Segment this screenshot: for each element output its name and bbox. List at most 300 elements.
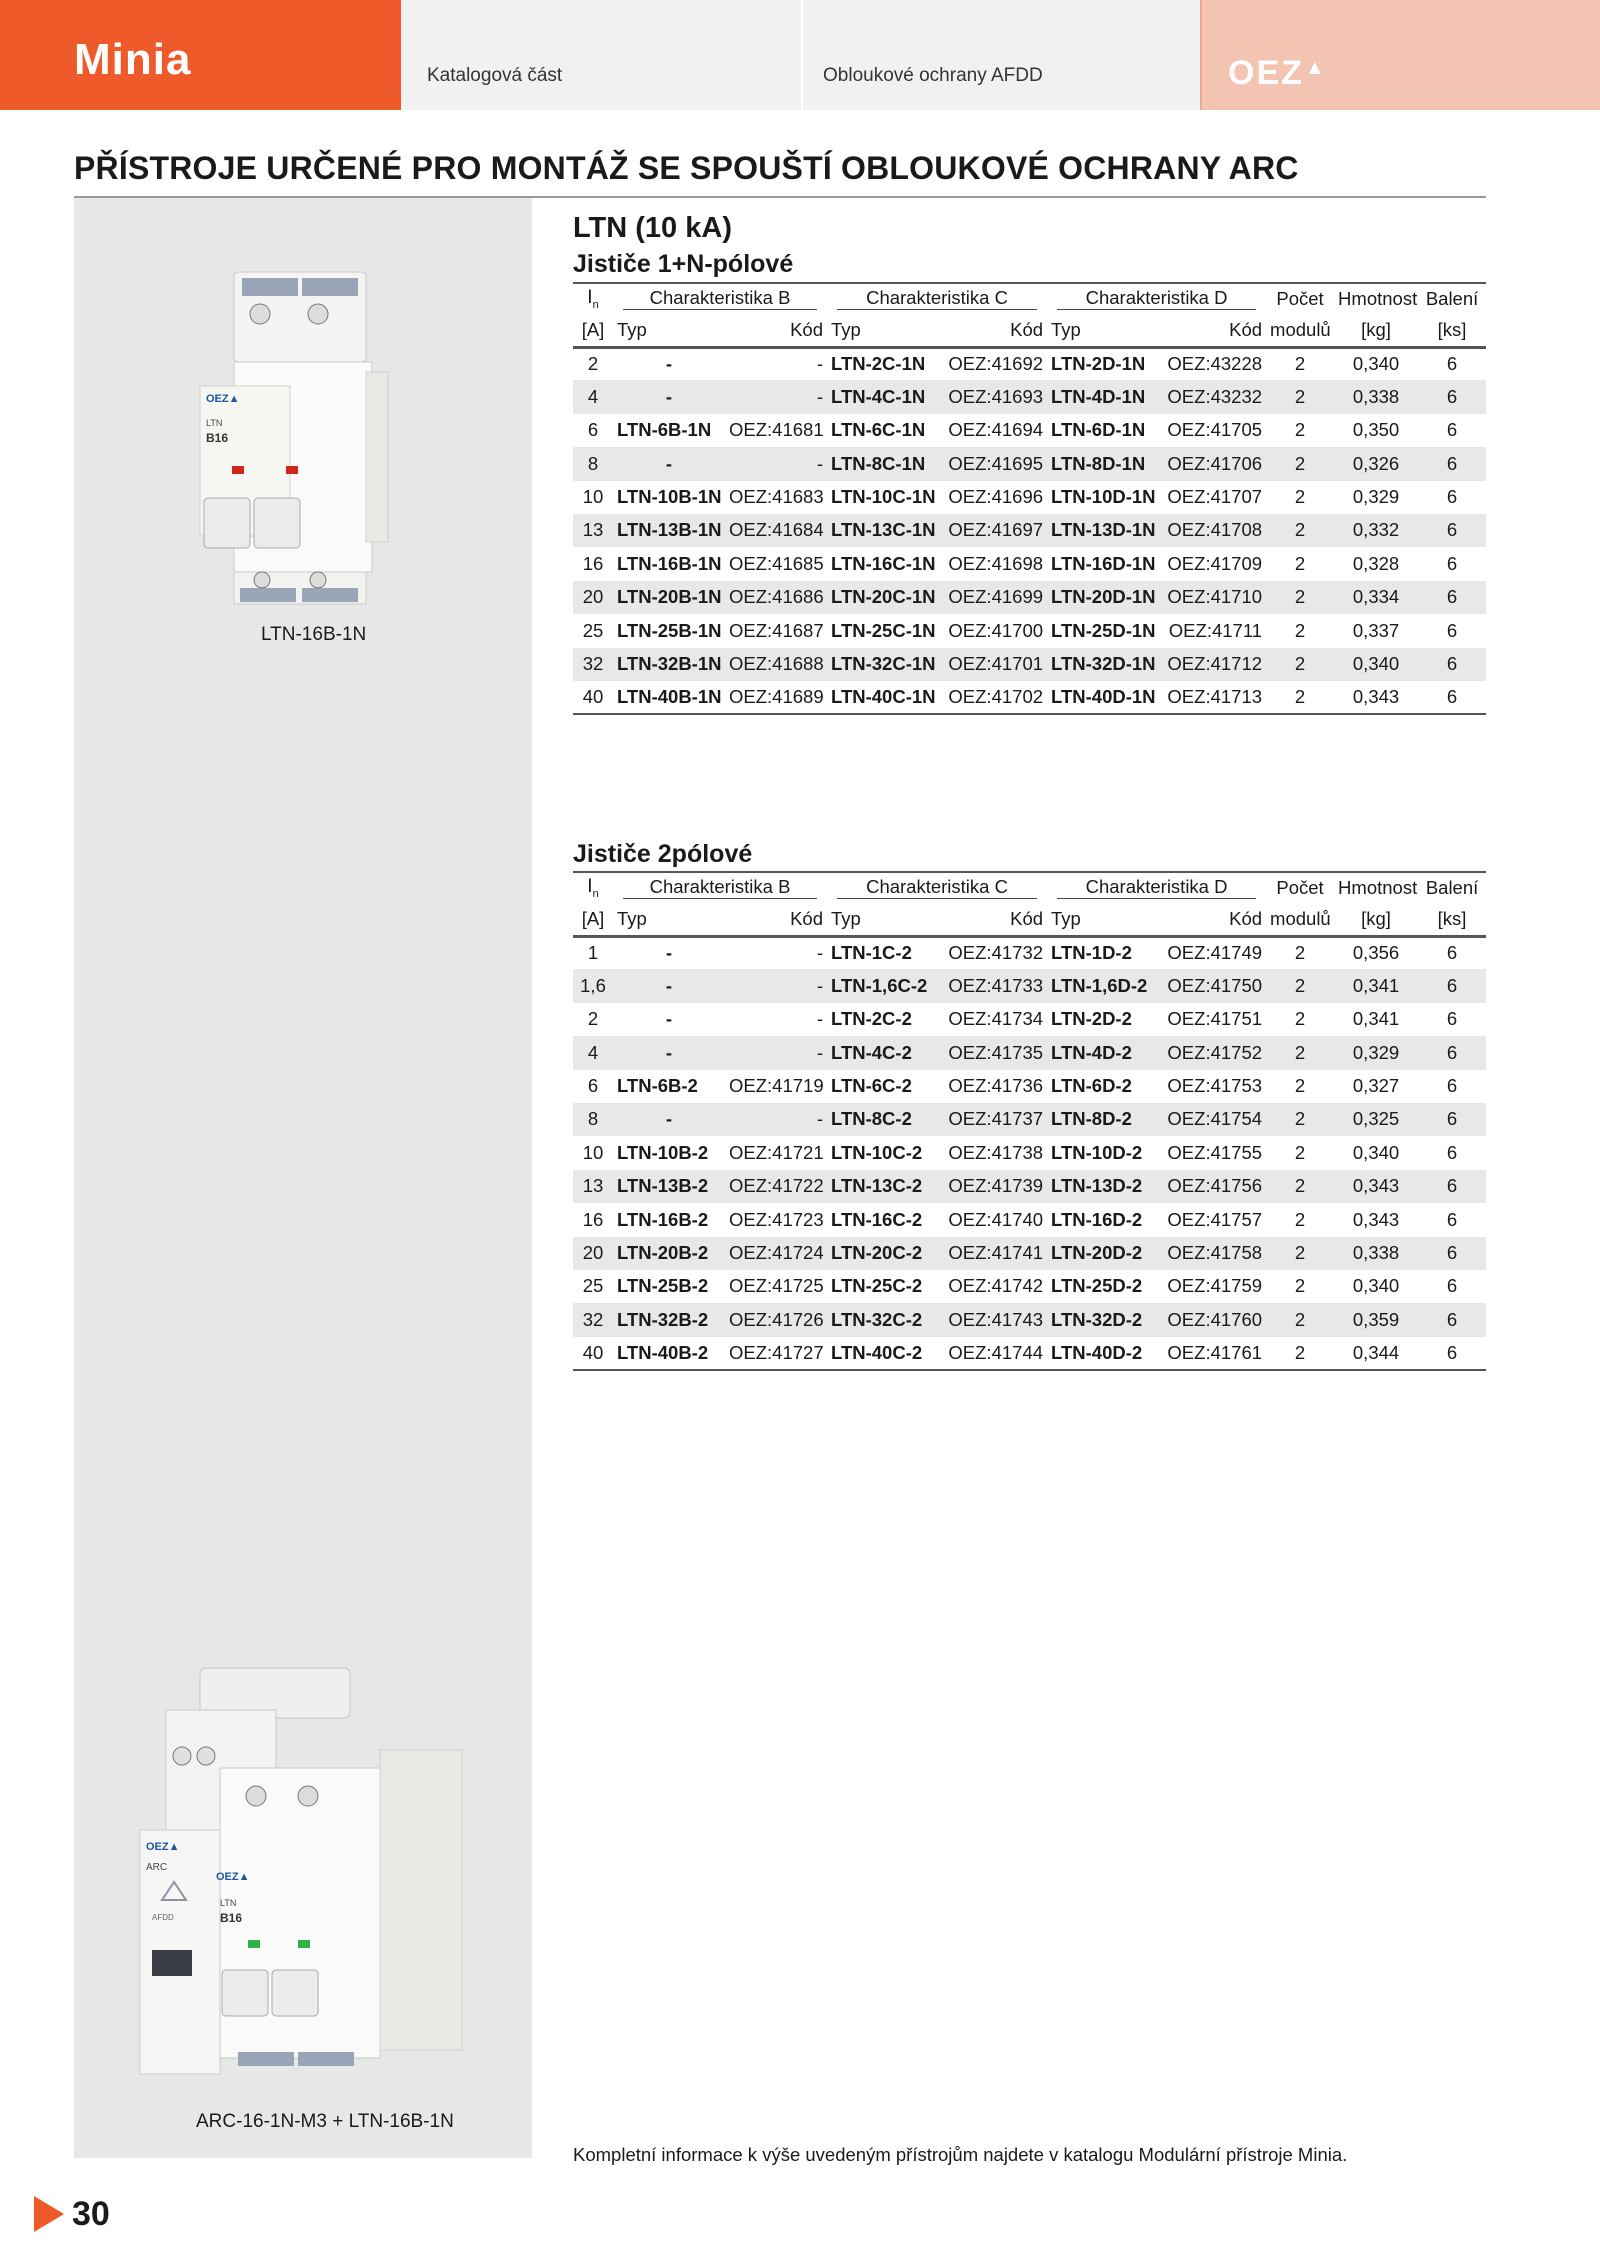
cell-in: 32 [573,648,613,681]
cell-c-kod: OEZ:41701 [939,648,1047,681]
cell-c-kod: OEZ:41736 [948,1075,1044,1096]
table-row [573,1337,1486,1370]
cell-b-kod: OEZ:41686 [725,581,827,614]
table-2-pole [573,871,1486,1371]
cell-c-kod: OEZ:41743 [939,1303,1047,1336]
cell-b-typ: LTN-25B-2 [617,1275,709,1297]
cell-b-kod: OEZ:41722 [725,1170,827,1203]
cell-ks: 6 [1418,1170,1486,1203]
cell-in: 2 [587,1008,599,1030]
cell-b-typ: LTN-32B-1N [613,648,725,681]
cell-b-typ: - [613,969,725,1002]
cell-moduly: 2 [1266,681,1334,714]
cell-b-typ: - [613,447,725,480]
table-row [573,1036,1486,1069]
table-row [573,1003,1486,1036]
table-header-row [573,283,1486,315]
header-char-d: Charakteristika D [1047,283,1266,315]
cell-d-kod: OEZ:41760 [1159,1303,1266,1336]
cell-kg: 0,341 [1334,969,1418,1002]
cell-b-kod: - [816,1008,824,1030]
cell-moduly: 2 [1266,581,1334,614]
cell-b-typ: LTN-6B-2 [617,1075,698,1096]
cell-ks: 6 [1418,969,1486,1002]
cell-d-typ: LTN-20D-2 [1047,1237,1159,1270]
cell-b-kod: OEZ:41727 [725,1337,827,1370]
cell-in: 6 [587,1075,599,1096]
cell-moduly: 2 [1294,486,1306,507]
cell-moduly: 2 [1294,1075,1306,1096]
cell-c-typ: LTN-13C-1N [827,514,939,547]
cell-b-kod: - [816,942,824,964]
cell-c-typ: LTN-8C-2 [827,1103,939,1136]
svg-text:LTN: LTN [220,1898,237,1908]
cell-b-kod: OEZ:41684 [725,514,827,547]
cell-b-kod: OEZ:41688 [725,648,827,681]
header-char-c: Charakteristika C [827,283,1047,315]
cell-in: 13 [573,514,613,547]
cell-c-kod: OEZ:41741 [939,1237,1047,1270]
cell-in: 10 [582,1141,604,1163]
cell-d-typ: LTN-6D-1N [1051,419,1146,441]
cell-c-typ: LTN-16C-1N [831,552,936,574]
cell-c-typ: LTN-20C-2 [827,1237,939,1270]
cell-b-typ: LTN-40B-1N [613,681,725,714]
cell-ks: 6 [1446,1141,1458,1163]
table-row [573,380,1486,413]
cell-c-kod: OEZ:41692 [948,353,1044,375]
header-typ: Typ [613,315,725,347]
cell-c-kod: OEZ:41696 [948,486,1044,507]
cell-d-kod: OEZ:41753 [1167,1075,1263,1096]
table1-title: Jističe 1+N-pólové [573,250,794,278]
cell-in: 2 [587,353,599,375]
cell-ks: 6 [1446,419,1458,441]
cell-kg: 0,343 [1334,1170,1418,1203]
cell-c-kod: OEZ:41697 [939,514,1047,547]
header-baleni: Balení [1418,872,1486,904]
cell-b-typ: LTN-16B-2 [617,1208,709,1230]
cell-in: 40 [573,1337,613,1370]
table-row [573,1270,1486,1303]
cell-ks: 6 [1418,681,1486,714]
cell-d-kod: OEZ:41711 [1168,619,1263,641]
cell-in: 16 [582,1208,604,1230]
cell-c-kod: OEZ:41742 [948,1275,1044,1297]
cell-b-kod: OEZ:41685 [729,552,824,574]
svg-text:B16: B16 [220,1911,243,1925]
cell-in: 1,6 [573,969,613,1002]
table-row [573,969,1486,1002]
cell-b-typ: LTN-10B-2 [617,1141,709,1163]
cell-c-kod: OEZ:41735 [939,1036,1047,1069]
cell-moduly: 2 [1266,380,1334,413]
cell-ks: 6 [1418,648,1486,681]
header-char-d: Charakteristika D [1047,872,1266,904]
cell-kg: 0,341 [1352,1008,1400,1030]
cell-ks: 6 [1446,1008,1458,1030]
cell-c-kod: OEZ:41733 [939,969,1047,1002]
cell-moduly: 2 [1266,1103,1334,1136]
cell-ks: 6 [1446,619,1458,641]
brand-name: Minia [74,35,192,84]
cell-d-kod: OEZ:41756 [1159,1170,1266,1203]
cell-b-typ: LTN-16B-1N [617,552,722,574]
header-typ: Typ [1047,904,1159,936]
cell-c-typ: LTN-10C-1N [831,486,936,507]
cell-c-typ: LTN-1C-2 [831,942,912,964]
header-unit-a: [A] [573,904,613,936]
cell-d-kod: OEZ:41758 [1159,1237,1266,1270]
table-row [573,447,1486,480]
cell-kg: 0,340 [1352,353,1400,375]
image-caption-bottom: ARC-16-1N-M3 + LTN-16B-1N [196,2111,454,2132]
oez-logo: OEZ▲ [1228,54,1327,92]
cell-c-kod: OEZ:41693 [939,380,1047,413]
cell-c-typ: LTN-40C-1N [827,681,939,714]
header-chapter: Obloukové ochrany AFDD [823,65,1043,86]
cell-ks: 6 [1418,1036,1486,1069]
header-unit-ks: [ks] [1418,904,1486,936]
cell-d-typ: LTN-16D-2 [1051,1208,1143,1230]
cell-ks: 6 [1446,353,1458,375]
cell-d-kod: OEZ:43232 [1159,380,1266,413]
table-row [573,614,1486,647]
cell-d-typ: LTN-1,6D-2 [1047,969,1159,1002]
cell-c-typ: LTN-2C-2 [831,1008,912,1030]
cell-ks: 6 [1446,1275,1458,1297]
cell-b-typ: LTN-32B-2 [613,1303,725,1336]
cell-d-typ: LTN-4D-1N [1047,380,1159,413]
cell-c-kod: OEZ:41694 [948,419,1044,441]
cell-d-kod: OEZ:41706 [1159,447,1266,480]
table-row [573,1203,1486,1236]
cell-b-kod: OEZ:41687 [729,619,824,641]
cell-d-kod: OEZ:41709 [1167,552,1263,574]
cell-kg: 0,338 [1334,380,1418,413]
cell-in: 1 [587,942,599,964]
header-typ: Typ [1047,315,1159,347]
cell-b-kod: - [725,1036,827,1069]
cell-c-typ: LTN-1,6C-2 [827,969,939,1002]
cell-d-kod: OEZ:41752 [1159,1036,1266,1069]
table-row [573,936,1486,969]
cell-c-typ: LTN-32C-1N [827,648,939,681]
cell-kg: 0,328 [1352,552,1400,574]
cell-c-kod: OEZ:41732 [948,942,1044,964]
header-baleni: Balení [1418,283,1486,315]
brand-block [0,0,401,110]
svg-text:AFDD: AFDD [152,1913,174,1922]
cell-c-kod: OEZ:41744 [939,1337,1047,1370]
cell-in: 25 [582,1275,604,1297]
cell-b-kod: OEZ:41724 [725,1237,827,1270]
header-kod: Kód [1159,904,1266,936]
cell-moduly: 2 [1266,1170,1334,1203]
cell-moduly: 2 [1294,1008,1306,1030]
cell-d-typ: LTN-32D-1N [1047,648,1159,681]
cell-d-typ: LTN-25D-2 [1051,1275,1143,1297]
header-pocet: Počet [1266,283,1334,315]
cell-d-kod: OEZ:41759 [1167,1275,1263,1297]
cell-moduly: 2 [1266,1303,1334,1336]
table-subheader-row [573,315,1486,347]
table-row [573,414,1486,447]
cell-in: 20 [573,581,613,614]
header-modulu: modulů [1266,904,1334,936]
cell-c-kod: OEZ:41699 [939,581,1047,614]
svg-text:OEZ▲: OEZ▲ [206,393,240,405]
cell-b-typ: LTN-40B-2 [613,1337,725,1370]
breaker-image [190,262,420,610]
cell-moduly: 2 [1266,969,1334,1002]
cell-c-typ: LTN-40C-2 [827,1337,939,1370]
cell-ks: 6 [1446,552,1458,574]
table-row [573,648,1486,681]
cell-d-kod: OEZ:41749 [1167,942,1263,964]
cell-b-kod: OEZ:41725 [729,1275,824,1297]
cell-b-kod: - [725,447,827,480]
cell-d-kod: OEZ:41712 [1159,648,1266,681]
cell-d-kod: OEZ:41761 [1159,1337,1266,1370]
cell-d-typ: LTN-10D-2 [1051,1141,1143,1163]
cell-ks: 6 [1418,581,1486,614]
header-kod: Kód [1159,315,1266,347]
cell-b-typ: - [665,942,673,964]
cell-ks: 6 [1418,1103,1486,1136]
header-unit-kg: [kg] [1334,904,1418,936]
cell-c-typ: LTN-13C-2 [827,1170,939,1203]
cell-b-typ: - [665,353,673,375]
cell-c-typ: LTN-20C-1N [827,581,939,614]
header-hmotnost: Hmotnost [1334,283,1418,315]
header-kod: Kód [725,904,827,936]
cell-in: 6 [587,419,599,441]
cell-b-typ: LTN-20B-2 [613,1237,725,1270]
cell-d-typ: LTN-8D-2 [1047,1103,1159,1136]
cell-in: 20 [573,1237,613,1270]
cell-b-kod: OEZ:41681 [729,419,824,441]
cell-b-kod: OEZ:41719 [729,1075,824,1096]
cell-kg: 0,359 [1334,1303,1418,1336]
cell-b-kod: - [816,353,824,375]
header-unit-ks: [ks] [1418,315,1486,347]
svg-text:LTN: LTN [206,418,223,428]
cell-d-typ: LTN-10D-1N [1051,486,1156,507]
cell-c-kod: OEZ:41739 [939,1170,1047,1203]
cell-d-typ: LTN-2D-1N [1051,353,1146,375]
cell-in: 13 [573,1170,613,1203]
table-row [573,1136,1486,1169]
cell-d-kod: OEZ:41707 [1167,486,1263,507]
cell-kg: 0,340 [1352,1141,1400,1163]
table-1n-pole [573,282,1486,715]
logo-triangle-icon: ▲ [1304,57,1327,79]
header-in: $I_n$ [573,872,613,904]
cell-c-typ: LTN-6C-2 [831,1075,912,1096]
cell-b-kod: OEZ:41721 [729,1141,824,1163]
header-in: $I_n$ [573,283,613,315]
cell-kg: 0,326 [1334,447,1418,480]
cell-c-kod: OEZ:41698 [948,552,1044,574]
cell-d-kod: OEZ:41708 [1159,514,1266,547]
cell-kg: 0,344 [1334,1337,1418,1370]
cell-b-typ: LTN-6B-1N [617,419,712,441]
cell-moduly: 2 [1294,1141,1306,1163]
cell-b-typ: - [613,1036,725,1069]
table-row [573,1170,1486,1203]
cell-c-typ: LTN-8C-1N [827,447,939,480]
cell-c-kod: OEZ:41702 [939,681,1047,714]
cell-kg: 0,332 [1334,514,1418,547]
cell-moduly: 2 [1266,1036,1334,1069]
cell-b-kod: - [725,380,827,413]
header-section: Katalogová část [427,65,563,86]
cell-c-kod: OEZ:41740 [948,1208,1044,1230]
series-title: LTN (10 kA) [573,212,732,244]
cell-b-kod: - [725,969,827,1002]
cell-ks: 6 [1418,1237,1486,1270]
cell-kg: 0,340 [1352,1275,1400,1297]
svg-text:OEZ▲: OEZ▲ [216,1871,250,1883]
cell-moduly: 2 [1294,1208,1306,1230]
cell-in: 8 [573,447,613,480]
cell-c-typ: LTN-2C-1N [831,353,926,375]
header-unit-a: [A] [573,315,613,347]
cell-b-typ: LTN-10B-1N [617,486,722,507]
cell-d-typ: LTN-2D-2 [1051,1008,1132,1030]
cell-moduly: 2 [1294,1275,1306,1297]
header-divider [801,0,803,110]
header-pocet: Počet [1266,872,1334,904]
table-row [573,1303,1486,1336]
header-char-c: Charakteristika C [827,872,1047,904]
cell-in: 25 [582,619,604,641]
cell-kg: 0,340 [1334,648,1418,681]
cell-kg: 0,343 [1352,1208,1400,1230]
cell-c-kod: OEZ:41695 [939,447,1047,480]
header-typ: Typ [827,315,939,347]
cell-moduly: 2 [1294,419,1306,441]
cell-d-typ: LTN-20D-1N [1047,581,1159,614]
cell-ks: 6 [1446,942,1458,964]
cell-moduly: 2 [1266,514,1334,547]
header-kod: Kód [725,315,827,347]
cell-moduly: 2 [1266,447,1334,480]
cell-kg: 0,338 [1334,1237,1418,1270]
arc-assembly-image [130,1660,480,2076]
cell-c-kod: OEZ:41734 [948,1008,1044,1030]
cell-in: 4 [573,1036,613,1069]
cell-b-typ: - [665,1008,673,1030]
cell-ks: 6 [1418,380,1486,413]
table-header-row [573,872,1486,904]
cell-d-typ: LTN-40D-1N [1047,681,1159,714]
cell-d-typ: LTN-13D-2 [1047,1170,1159,1203]
cell-moduly: 2 [1294,552,1306,574]
cell-c-typ: LTN-10C-2 [831,1141,923,1163]
cell-moduly: 2 [1294,353,1306,375]
cell-b-kod: OEZ:41723 [729,1208,824,1230]
cell-moduly: 2 [1294,942,1306,964]
svg-text:B16: B16 [206,431,229,445]
page-title: PŘÍSTROJE URČENÉ PRO MONTÁŽ SE SPOUŠTÍ OBLOUKOVÉ OCHRANY ARC [74,150,1299,186]
cell-c-typ: LTN-6C-1N [831,419,926,441]
header-kod: Kód [939,315,1047,347]
cell-d-typ: LTN-1D-2 [1051,942,1132,964]
cell-ks: 6 [1418,447,1486,480]
table-row [573,1070,1486,1103]
svg-text:OEZ▲: OEZ▲ [146,1841,180,1853]
page-arrow-icon [34,2196,64,2232]
cell-kg: 0,325 [1334,1103,1418,1136]
cell-in: 40 [573,681,613,714]
cell-moduly: 2 [1266,648,1334,681]
cell-b-typ: - [613,380,725,413]
cell-kg: 0,337 [1352,619,1400,641]
table-row [573,347,1486,380]
cell-c-kod: OEZ:41737 [939,1103,1047,1136]
header-char-b: Charakteristika B [613,872,827,904]
cell-moduly: 2 [1266,1337,1334,1370]
cell-d-kod: OEZ:41710 [1159,581,1266,614]
cell-d-typ: LTN-4D-2 [1047,1036,1159,1069]
header-modulu: modulů [1266,315,1334,347]
cell-kg: 0,329 [1352,486,1400,507]
cell-c-typ: LTN-25C-2 [831,1275,923,1297]
cell-d-typ: LTN-13D-1N [1047,514,1159,547]
cell-ks: 6 [1418,514,1486,547]
cell-d-kod: OEZ:41757 [1167,1208,1263,1230]
header-unit-kg: [kg] [1334,315,1418,347]
cell-moduly: 2 [1294,619,1306,641]
cell-d-typ: LTN-6D-2 [1051,1075,1132,1096]
cell-ks: 6 [1418,1337,1486,1370]
cell-d-typ: LTN-8D-1N [1047,447,1159,480]
header-hmotnost: Hmotnost [1334,872,1418,904]
footnote: Kompletní informace k výše uvedeným přístrojům najdete v katalogu Modulární přístroje Minia. [573,2144,1348,2165]
cell-b-typ: LTN-13B-2 [613,1170,725,1203]
cell-b-kod: OEZ:41726 [725,1303,827,1336]
image-caption-top: LTN-16B-1N [261,624,367,645]
cell-kg: 0,334 [1334,581,1418,614]
cell-d-typ: LTN-16D-1N [1051,552,1156,574]
cell-c-typ: LTN-16C-2 [831,1208,923,1230]
cell-d-kod: OEZ:41750 [1159,969,1266,1002]
header-typ: Typ [613,904,725,936]
cell-ks: 6 [1446,1075,1458,1096]
cell-in: 32 [573,1303,613,1336]
cell-d-kod: OEZ:41755 [1167,1141,1263,1163]
cell-d-kod: OEZ:41713 [1159,681,1266,714]
cell-ks: 6 [1418,1303,1486,1336]
table-subheader-row [573,904,1486,936]
cell-in: 4 [573,380,613,413]
cell-c-kod: OEZ:41738 [948,1141,1044,1163]
cell-c-typ: LTN-25C-1N [831,619,936,641]
table-row [573,481,1486,514]
cell-ks: 6 [1446,486,1458,507]
svg-text:ARC: ARC [146,1862,168,1873]
cell-d-typ: LTN-40D-2 [1047,1337,1159,1370]
cell-c-kod: OEZ:41700 [948,619,1044,641]
cell-in: 8 [573,1103,613,1136]
cell-d-kod: OEZ:43228 [1167,353,1263,375]
cell-kg: 0,327 [1352,1075,1400,1096]
cell-kg: 0,329 [1334,1036,1418,1069]
header-typ: Typ [827,904,939,936]
page-number: 30 [72,2195,110,2233]
